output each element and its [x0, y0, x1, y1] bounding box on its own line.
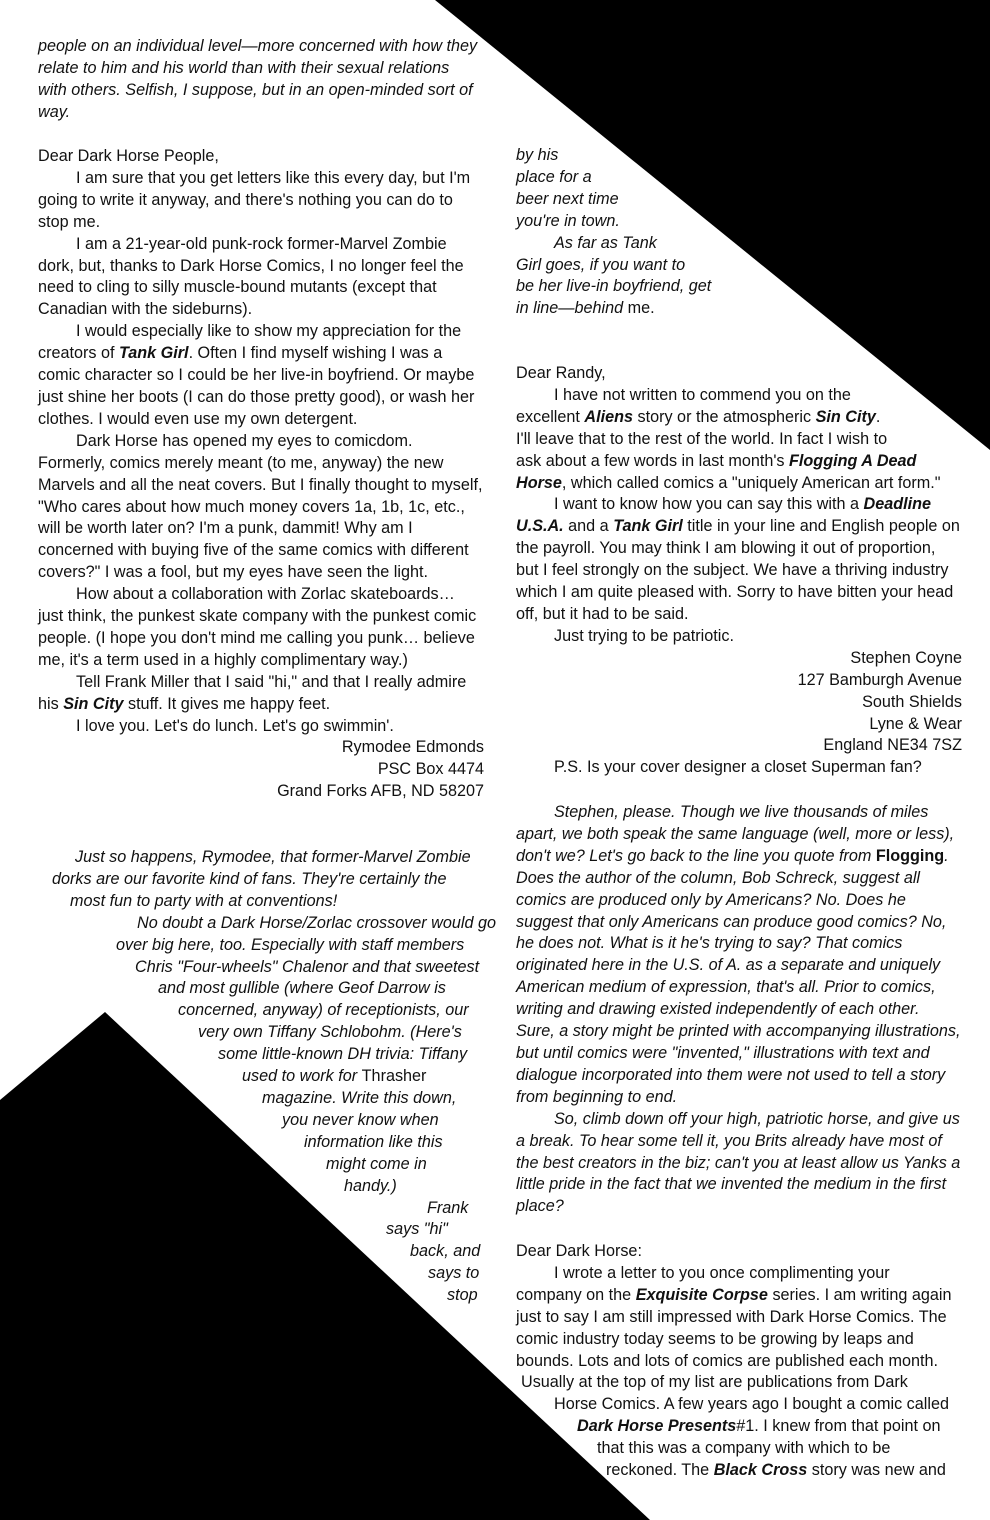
signature-name: Rymodee Edmonds [341, 738, 484, 757]
signature-address: Grand Forks AFB, ND 58207 [277, 782, 484, 801]
comic-title: Sin City [815, 407, 876, 426]
letter-paragraph: I want to know how you can say this with a Deadline U.S.A. and a Tank Girl title in your line and English people on the payroll. You may think I am blowing it out of proportion, but I feel strongly on the subject. We have a thriving industry which I am quite pleased with. Sorry to have bitten your head off, but it had to be said. [516, 495, 960, 623]
signature-address: Lyne & Wear [869, 714, 962, 733]
story-title: Black Cross [713, 1461, 808, 1480]
letter-paragraph: How about a collaboration with Zorlac skateboards… just think, the punkest skate company with the punkest comic people. (I hope you don't mind me calling you punk… believe me, it's a term used in a highly complimentary way.) [38, 585, 477, 669]
signature-address: PSC Box 4474 [377, 760, 484, 779]
letter-salutation: Dear Dark Horse: [516, 1242, 642, 1260]
postscript: P.S. Is your cover designer a closet Superman fan? [554, 758, 922, 777]
letter-stephen: Dear Randy, I have not written to commend you on the excellent Aliens story or the atmospheric Sin City. I'll leave that to the rest of the world. In fact I wish to ask about a few words in last month's Flogging A Dead Horse, which called comics a "uniquely American art form." I want to know how you can say this with a Deadline U.S.A. and a Tank Girl title in your line and English people on the payroll. You may think I am blowing it out of proportion, but I feel strongly on the subject. We have a thriving industry which I am quite pleased with. Sorry to have bitten your head off, but it had to be said. Just trying to be patriotic. Stephen Coyne 127 Bamburgh Avenue South Shields Lyne & Wear England NE34 7SZ P.S. Is your cover designer a closet Superman fan? [516, 363, 962, 779]
letter-paragraph: I would especially like to show my appreciation for the creators of Tank Girl. Often I find myself wishing I was a comic character so I could be her live-in boyfriend. Or maybe just shine her boots (I can do those pretty good), or wash her clothes. I would even use my own detergent. [38, 322, 475, 428]
comic-title: Deadline U.S.A. [516, 495, 932, 536]
editor-reply-rymodee: Just so happens, Rymodee, that former-Marvel Zombie dorks are our favorite kind of fans. They're certainly the most fun to party with at conventions! No doubt a Dark Horse/Zorlac crossover would go over big here, too. Especially with staff members Chris "Four-wheels" Chalenor and that sweetest and most gullible (where Geof Darrow is concerned, anyway) of receptionists, our very own Tiffany Schlobohm. (Here's some little-known DH trivia: Tiffany used to work for Thrasher magazine. Write this down, you never know when information like this might come in handy.) Frank says "hi" back, and says to stop [52, 848, 496, 1305]
comic-title: Tank Girl [613, 517, 683, 536]
editor-reply-rymodee-continued: by his place for a beer next time you're in town. As far as Tank Girl goes, if you want to be her live-in boyfriend, get in line—behind me. [516, 146, 712, 318]
signature-address: England NE34 7SZ [823, 736, 962, 755]
column-title: Horse [516, 473, 562, 492]
letter-salutation: Dear Dark Horse People, [38, 147, 219, 165]
letter-paragraph: I love you. Let's do lunch. Let's go swimmin'. [76, 716, 394, 735]
editor-reply-stephen [516, 802, 962, 1218]
reply-paragraph: So, climb down off your high, patriotic horse, and give us a break. To hear some tell it, you Brits already have most of the best creators in the biz; can't you at least allow us Yanks a little pride in the fact that we invented the medium in the first place? [516, 1109, 961, 1216]
reply-paragraph: Stephen, please. Though we live thousands of miles apart, we both speak the same language (well, more or less), don't we? Let's go back to the line you quote from Flogging. Does the author of the column, Bob Schreck, suggest all comics are produced only by Americans? No. Does he suggest that only Americans can produce good comics? No, he does not. What is it he's trying to say? That comics originated here in the U.S. of A. as a separate and uniquely American medium of expression, that's all. Prior to comics, writing and drawing existed independently of each other. Sure, a story might be printed with accompanying illustrations, but until comics were "invented," illustrations with text and dialogue incorporated into them were not used to tell a story from beginning to end. [516, 803, 961, 1106]
signature-name: Stephen Coyne [850, 648, 962, 667]
comic-title: Aliens [584, 407, 633, 426]
letter-paragraph: I am sure that you get letters like this every day, but I'm going to write it anyway, and there's nothing you can do to stop me. [38, 168, 471, 231]
column-title: Flogging A Dead [789, 451, 917, 470]
letter-paragraph: Tell Frank Miller that I said "hi," and that I really admire his Sin City stuff. It gives me happy feet. [38, 672, 467, 713]
comic-title: Exquisite Corpse [635, 1285, 768, 1304]
magazine-name: Thrasher [361, 1067, 427, 1086]
letter-salutation: Dear Randy, [516, 364, 606, 382]
intro-paragraph: people on an individual level—more concerned with how they relate to him and his world than with their sexual relations with others. Selfish, I suppose, but in an open-minded sort of way. [38, 37, 478, 121]
letter-rymodee [38, 146, 484, 803]
letter-paragraph: Just trying to be patriotic. [554, 626, 734, 645]
intro-text [38, 36, 478, 124]
comic-title: Sin City [63, 694, 124, 713]
letter-paragraph: I am a 21-year-old punk-rock former-Marvel Zombie dork, but, thanks to Dark Horse Comics, I no longer feel the need to cling to silly muscle-bound mutants (except that Canadian with the sideburns). [38, 234, 464, 319]
letter-dark-horse: Dear Dark Horse: I wrote a letter to you once complimenting your company on the Exquisite Corpse series. I am writing again just to say I am still impressed with Dark Horse Comics. The comic industry today seems to be growing by leaps and bounds. Lots and lots of comics are published each month. Usually at the top of my list are publications from Dark Horse Comics. A few years ago I bought a comic called Dark Horse Presents#1. I knew from that point on that this was a company with which to be reckoned. The Black Cross story was new and [516, 1241, 962, 1482]
column-title: Flogging [875, 846, 945, 865]
signature-address: 127 Bamburgh Avenue [797, 670, 962, 689]
comic-title: Tank Girl [118, 344, 189, 363]
signature-address: South Shields [862, 692, 962, 711]
comic-title: Dark Horse Presents [577, 1417, 737, 1436]
letter-paragraph: Dark Horse has opened my eyes to comicdom. Formerly, comics merely meant (to me, anyway) the new Marvels and all the neat covers. But I finally thought to myself, "Who cares about how much money covers 1a, 1b, 1c, etc., will be worth later on? I'm a punk, dammit! Why am I concerned with buying five of the same comics with different covers?" I was a fool, but my eyes have seen the light. [38, 431, 483, 582]
